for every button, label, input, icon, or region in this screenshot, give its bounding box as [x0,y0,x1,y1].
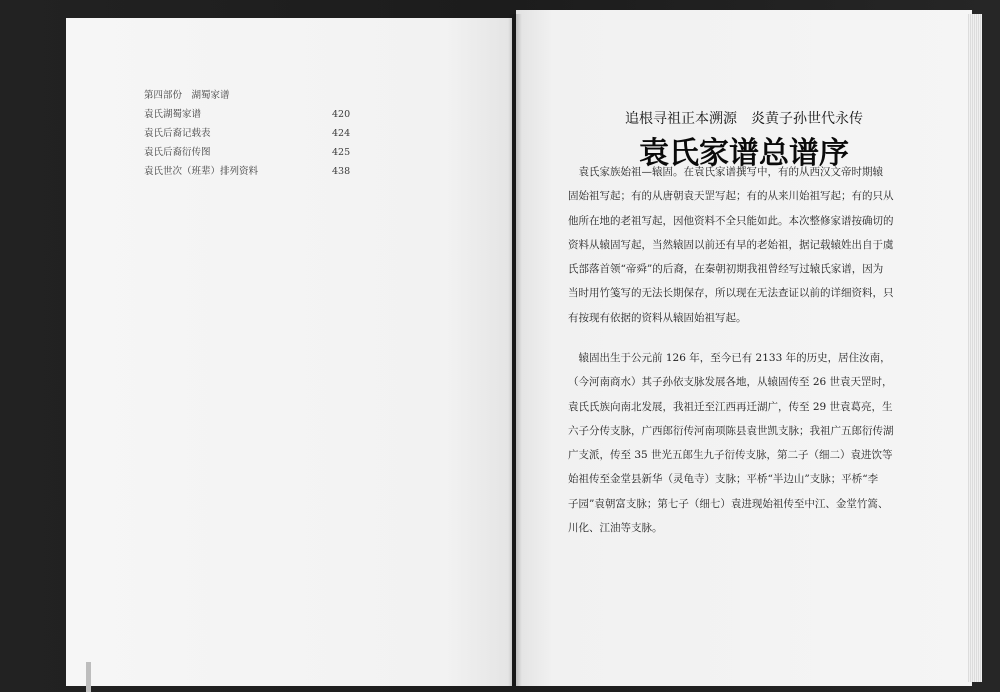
toc-label: 第四部份 湖蜀家谱 [144,90,230,101]
text-line: 当时用竹笺写的无法长期保存，所以现在无法查证以前的详细资料，只 [568,287,894,300]
page-title: 袁氏家谱总谱序 [639,136,849,171]
toc-row [144,162,364,181]
text-line: 氏部落首领“帝舜”的后裔，在秦朝初期我祖曾经写过辕氏家谱，因为 [568,263,884,276]
text-line: 袁氏家族始祖—辕固。在袁氏家谱撰写中，有的从西汉文帝时期辕 [568,166,883,178]
text-line: 始祖传至金堂县新华（灵龟寺）支脉；平桥“半边山”支脉；平桥“李 [568,473,879,486]
text-line: 固始祖写起；有的从唐朝袁天罡写起；有的从来川始祖写起；有的只从 [568,190,894,203]
text-line: 六子分传支脉，广西郎衍传河南项陈县袁世凯支脉；我祖广五郎衍传湖 [568,424,894,437]
text-line: 有按现有依据的资料从辕固始祖写起。 [568,311,747,324]
toc-label: 袁氏世次（班辈）排列资料 [144,166,259,177]
toc-label: 袁氏湖蜀家谱 [144,109,202,120]
toc-page: 420 [332,109,351,120]
text-line: 袁氏氏族向南北发展，我祖迁至江西再迁湖广，传至 29 世袁葛亮，生 [568,400,893,413]
toc-label: 袁氏后裔衍传图 [144,147,211,158]
paragraph-2 [568,346,894,540]
table-of-contents [144,86,364,181]
bookmark-ribbon [86,662,91,692]
text-line: 资料从辕固写起，当然辕固以前还有早的老始祖，据记载辕姓出自于虞 [568,238,894,251]
toc-row [144,124,364,143]
toc-row [144,105,364,124]
text-line: 广支派，传至 35 世光五郎生九子衍传支脉，第二子（细二）袁进饮等 [568,449,893,462]
toc-page: 425 [332,147,351,158]
toc-page: 424 [332,128,351,139]
paragraph-1 [568,160,894,330]
page-subtitle: 追根寻祖正本溯源 炎黄子孙世代永传 [625,111,863,127]
toc-page: 438 [332,166,351,177]
toc-row [144,143,364,162]
toc-label: 袁氏后裔记载表 [144,128,211,139]
text-line: （今河南商水）其子孙依支脉发展各地，从辕固传至 26 世袁天罡时， [568,376,893,389]
text-line: 他所在地的老祖写起，因他资料不全只能如此。本次整修家谱按确切的 [568,214,894,227]
text-line: 川化、江油等支脉。 [568,522,663,535]
text-line: 子园”袁朝富支脉；第七子（细七）袁进现始祖传至中江、金堂竹篙、 [568,497,889,510]
text-line: 辕固出生于公元前 126 年，至今已有 2133 年的历史，居住汝南， [568,352,891,364]
toc-row [144,86,364,105]
